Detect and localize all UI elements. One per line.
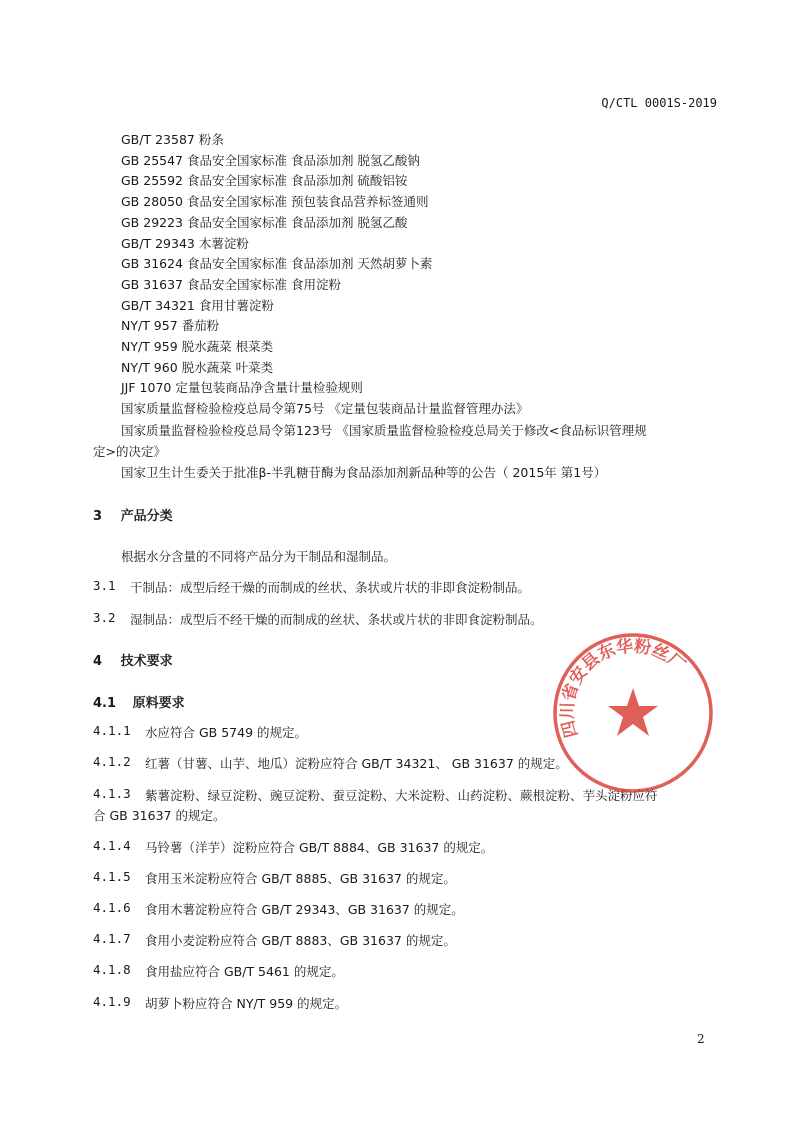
page-number: 2 bbox=[697, 1032, 705, 1046]
reference-item: GB/T 34321 食用甘薯淀粉 bbox=[121, 297, 274, 313]
clause-text: 湿制品：成型后不经干燥的而制成的丝状、条状或片状的非即食淀粉制品。 bbox=[130, 612, 543, 627]
reference-item: NY/T 960 脱水蔬菜 叶菜类 bbox=[121, 359, 274, 375]
reference-item: 国家质量监督检验检疫总局令第75号 《定量包装商品计量监督管理办法》 bbox=[121, 401, 529, 417]
section-number: 3 bbox=[93, 509, 103, 524]
reference-item: NY/T 959 脱水蔬菜 根菜类 bbox=[121, 339, 274, 354]
clause-number: 4.1.1 bbox=[93, 723, 131, 738]
reference-item: JJF 1070 定量包装商品净含量计量检验规则 bbox=[121, 380, 363, 396]
reference-item: GB 25547 食品安全国家标准 食品添加剂 脱氢乙酸钠 bbox=[121, 152, 420, 168]
subsection-number: 4.1 bbox=[93, 696, 117, 711]
clause-number: 4.1.9 bbox=[93, 994, 131, 1009]
reference-item: GB/T 29343 木薯淀粉 bbox=[121, 235, 249, 251]
reference-item: GB 31637 食品安全国家标准 食用淀粉 bbox=[121, 276, 341, 292]
clause-number: 4.1.3 bbox=[93, 786, 131, 801]
section-number: 4 bbox=[93, 654, 103, 669]
clause-number: 4.1.4 bbox=[93, 838, 131, 853]
reference-item: GB 28050 食品安全国家标准 预包装食品营养标签通则 bbox=[121, 194, 429, 210]
clause-text: 食用木薯淀粉应符合 GB/T 29343、GB 31637 的规定。 bbox=[145, 902, 464, 917]
reference-long-2: 国家卫生计生委关于批准β-半乳糖苷酶为食品添加剂新品种等的公告（ 2015年 第1号） bbox=[121, 465, 607, 480]
subsection-4-1-heading bbox=[93, 692, 185, 711]
reference-long-1: 国家质量监督检验检疫总局令第123号 《国家质量监督检验检疫总局关于修改<食品标识管理规 bbox=[121, 423, 647, 438]
reference-item: NY/T 957 番茄粉 bbox=[121, 318, 220, 334]
clause-number: 3.2 bbox=[93, 610, 116, 625]
clause-text: 干制品：成型后经干燥的而制成的丝状、条状或片状的非即食淀粉制品。 bbox=[130, 580, 531, 595]
clause-number: 4.1.8 bbox=[93, 962, 131, 977]
section-title: 技术要求 bbox=[120, 654, 173, 669]
doc-code-header: Q/CTL 0001S-2019 bbox=[601, 96, 717, 110]
clause-text: 水应符合 GB 5749 的规定。 bbox=[145, 725, 307, 740]
company-seal-stamp bbox=[550, 630, 716, 796]
clause-text: 马铃薯（洋芋）淀粉应符合 GB/T 8884、GB 31637 的规定。 bbox=[145, 840, 494, 855]
clause-text: 紫薯淀粉、绿豆淀粉、豌豆淀粉、蚕豆淀粉、大米淀粉、山药淀粉、蕨根淀粉、芋头淀粉应符 bbox=[145, 788, 658, 803]
clause-number: 3.1 bbox=[93, 578, 116, 593]
clause-number: 4.1.7 bbox=[93, 931, 131, 946]
clause-text: 胡萝卜粉应符合 NY/T 959 的规定。 bbox=[145, 996, 348, 1011]
clause-number: 4.1.6 bbox=[93, 900, 131, 915]
clause-text: 食用小麦淀粉应符合 GB/T 8883、GB 31637 的规定。 bbox=[145, 933, 456, 948]
section-3-intro: 根据水分含量的不同将产品分为干制品和湿制品。 bbox=[121, 549, 397, 564]
clause-text: 食用玉米淀粉应符合 GB/T 8885、GB 31637 的规定。 bbox=[145, 871, 456, 886]
clause-number: 4.1.2 bbox=[93, 754, 131, 769]
svg-text:四川省安县东华粉丝厂: 四川省安县东华粉丝厂 bbox=[557, 636, 689, 740]
reference-item: GB 31624 食品安全国家标准 食品添加剂 天然胡萝卜素 bbox=[121, 256, 433, 272]
reference-item: GB 25592 食品安全国家标准 食品添加剂 硫酸铝铵 bbox=[121, 173, 408, 189]
reference-long-1-continued: 定>的决定》 bbox=[93, 444, 166, 459]
section-3-heading bbox=[93, 505, 173, 524]
reference-item: GB/T 23587 粉条 bbox=[121, 132, 224, 147]
reference-item: GB 29223 食品安全国家标准 食品添加剂 脱氢乙酸 bbox=[121, 214, 408, 230]
clause-text-continued: 合 GB 31637 的规定。 bbox=[93, 808, 226, 823]
clause-number: 4.1.5 bbox=[93, 869, 131, 884]
subsection-title: 原料要求 bbox=[132, 696, 185, 711]
section-4-heading bbox=[93, 650, 173, 669]
clause-text: 食用盐应符合 GB/T 5461 的规定。 bbox=[145, 964, 344, 979]
section-title: 产品分类 bbox=[120, 509, 173, 524]
clause-text: 红薯（甘薯、山芋、地瓜）淀粉应符合 GB/T 34321、 GB 31637 的规定。 bbox=[145, 756, 568, 771]
